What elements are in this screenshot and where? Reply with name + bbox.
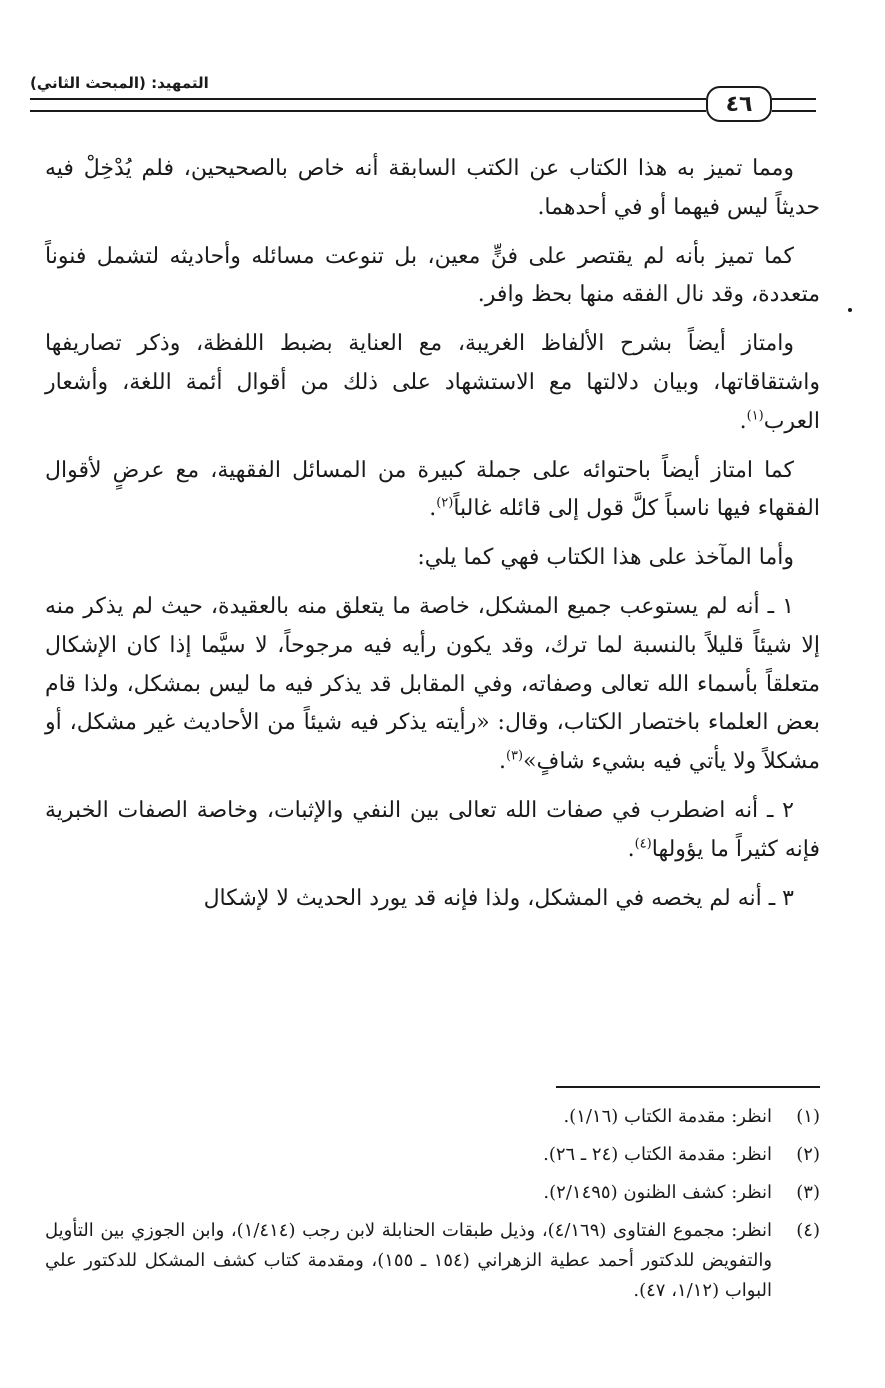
header-rule-right-top — [772, 98, 816, 100]
footnote-number: (١) — [796, 1106, 820, 1127]
footnote-ref[interactable]: (٤) — [634, 836, 652, 852]
paragraph — [45, 150, 820, 228]
paragraph-text: ومما تميز به هذا الكتاب عن الكتب السابقة أنه خاص بالصحيحين، فلم يُدْخِلْ فيه حديثاً ليس فيهما أو في أحدهما. — [45, 156, 820, 220]
footnote — [45, 1178, 820, 1208]
numbered-item — [45, 880, 820, 919]
footnote-ref[interactable]: (٣) — [505, 748, 524, 764]
footnote-text: انظر: مقدمة الكتاب (٢٤ ـ ٢٦). — [543, 1144, 772, 1165]
footnotes — [45, 1102, 820, 1314]
numbered-item — [45, 588, 820, 782]
footnote-number: (٢) — [796, 1144, 820, 1165]
paragraph-text: كما امتاز أيضاً باحتوائه على جملة كبيرة من المسائل الفقهية، مع عرضٍ لأقوال الفقهاء فيها ناسباً كلَّ قول إلى قائله غالباً — [45, 457, 820, 522]
numbered-item — [45, 792, 820, 870]
footnote-text: انظر: كشف الظنون (٢/١٤٩٥). — [543, 1182, 772, 1203]
footnote-text: انظر: مقدمة الكتاب (١/١٦). — [563, 1106, 772, 1127]
paragraph — [45, 452, 820, 530]
paragraph-end: . — [429, 496, 437, 522]
footnote — [45, 1140, 820, 1170]
page-number: ٤٦ — [706, 86, 772, 122]
running-title: التمهيد: (المبحث الثاني) — [30, 74, 209, 92]
paragraph — [45, 238, 820, 316]
footnote-separator — [556, 1086, 820, 1088]
paragraph-text: كما تميز بأنه لم يقتصر على فنٍّ معين، بل تنوعت مسائله وأحاديثه لتشمل فنوناً متعددة، وقد نال الفقه منها بحظ وافر. — [45, 243, 820, 308]
paragraph — [45, 325, 820, 441]
paragraph-text: وأما المآخذ على هذا الكتاب فهي كما يلي: — [417, 545, 794, 571]
footnote — [45, 1102, 820, 1132]
footnote-text: انظر: مجموع الفتاوى (٤/١٦٩)، وذيل طبقات الحنابلة لابن رجب (١/٤١٤)، وابن الجوزي بين التأويل والتفويض للدكتور أحمد عطية الزهراني (١٥٤ ـ ١٥٥)، ومقدمة كتاب كشف المشكل للدكتور علي البواب (١/١٢، ٤٧). — [45, 1220, 773, 1301]
footnote — [45, 1216, 820, 1306]
footnote-number: (٣) — [796, 1182, 820, 1203]
paragraph — [45, 539, 820, 578]
item-text: ٢ ـ أنه اضطرب في صفات الله تعالى بين النفي والإثبات، وخاصة الصفات الخبرية فإنه كثيراً ما يؤولها — [45, 797, 820, 862]
item-end: . — [627, 836, 635, 862]
main-text — [45, 150, 820, 928]
footnote-number: (٤) — [796, 1220, 820, 1241]
header-rule-bottom — [30, 110, 706, 112]
item-end: . — [498, 749, 506, 775]
header-rule-top — [30, 98, 706, 100]
paragraph-text: وامتاز أيضاً بشرح الألفاظ الغريبة، مع العناية بضبط اللفظة، وذكر تصاريفها واشتقاقاتها، وبيان دلالتها مع الاستشهاد على ذلك من أقوال أئمة اللغة، وأشعار العرب — [45, 331, 820, 434]
footnote-ref[interactable]: (١) — [746, 408, 764, 424]
paragraph-end: . — [739, 408, 747, 434]
header-rule-right-bottom — [772, 110, 816, 112]
margin-dot — [848, 308, 852, 312]
footnote-ref[interactable]: (٢) — [436, 496, 454, 512]
item-text: ٣ ـ أنه لم يخصه في المشكل، ولذا فإنه قد يورد الحديث لا لإشكال — [203, 885, 794, 911]
item-text: ١ ـ أنه لم يستوعب جميع المشكل، خاصة ما يتعلق منه بالعقيدة، حيث لم يذكر منه إلا شيئاً قليلاً بالنسبة لما ترك، وقد يكون رأيه فيه مرجوحاً، لا سيَّما إذا كان الإشكال متعلقاً بأسماء الله تعالى وصفاته، وفي المقابل قد يذكر فيه ما ليس بمشكل، ولذا قام بعض العلماء باختصار الكتاب، وقال: «رأيته يذكر فيه شيئاً من الأحاديث غير مشكل، أو مشكلاً ولا يأتي فيه بشيء شافٍ» — [45, 593, 820, 775]
